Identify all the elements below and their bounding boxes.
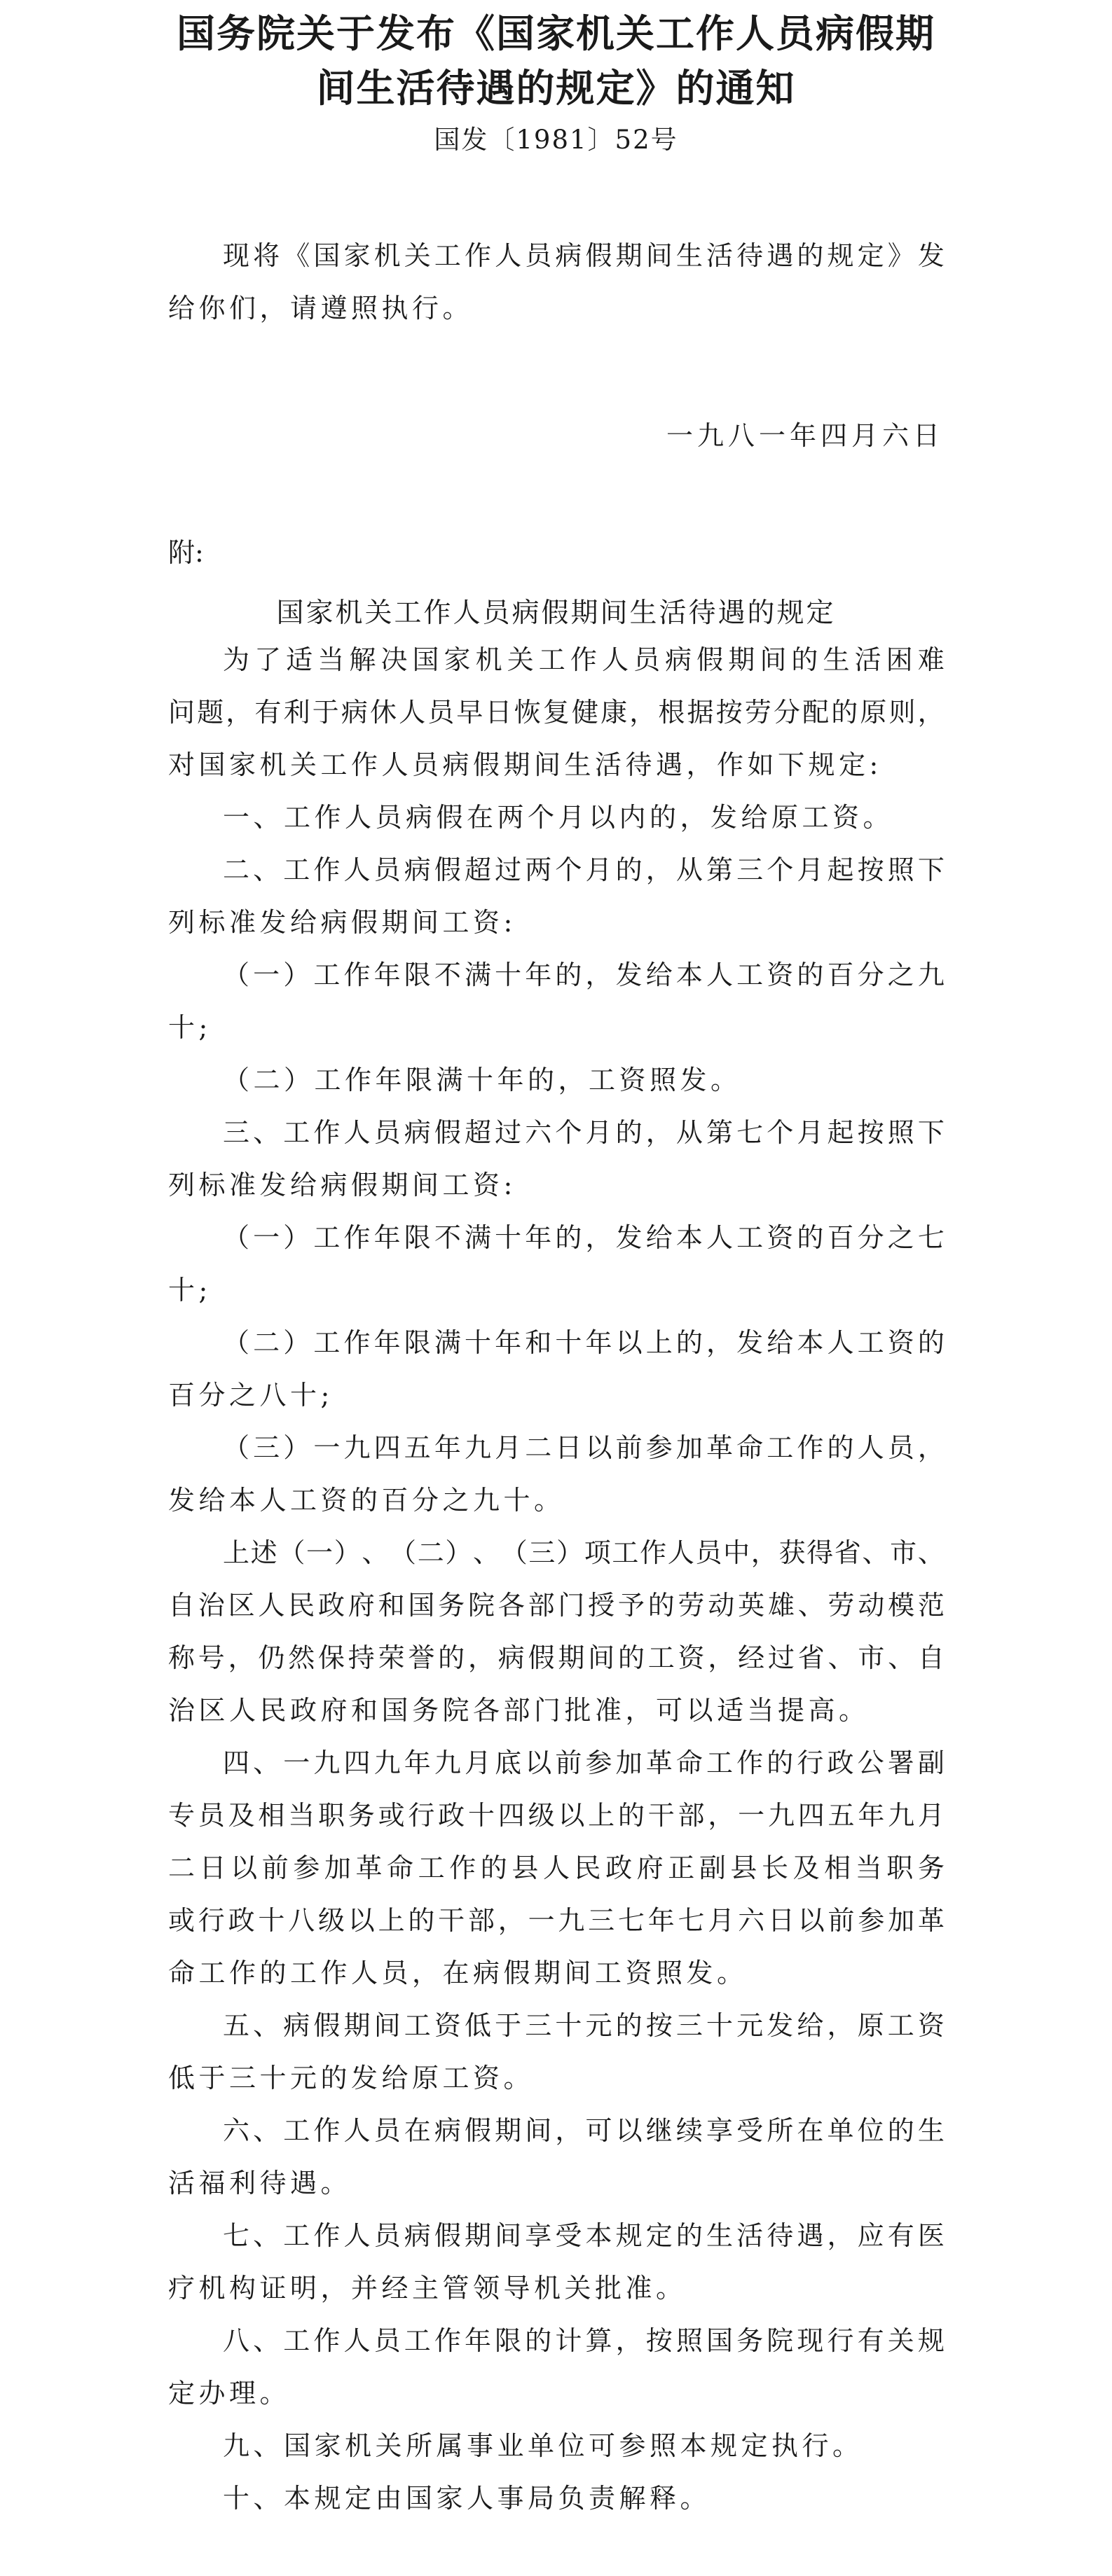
body-line: 治区人民政府和国务院各部门批准，可以适当提高。 <box>168 1695 870 1726</box>
document-number: 国发〔1981〕52号 <box>434 125 678 155</box>
body-line: 或 行 政 十 八 级 以 上 的 干 部 ， 一 九 三 七 年 七 月 六 日 以 前 参 加 革 <box>168 1905 945 1936</box>
body-line: （ 二 ） 工 作 年 限 满 十 年 和 十 年 以 上 的 ， 发 给 本 人 工 资 的 <box>223 1327 945 1358</box>
body-line: 一、工作人员病假在两个月以内的，发给原工资。 <box>223 802 894 833</box>
body-line: 六 、 工 作 人 员 在 病 假 期 间 ， 可 以 继 续 享 受 所 在 单 位 的 生 <box>223 2115 945 2146</box>
body-line: （ 一 ） 工 作 年 限 不 满 十 年 的 ， 发 给 本 人 工 资 的 百 分 之 九 <box>223 960 945 990</box>
body-line: （ 三 ） 一 九 四 五 年 九 月 二 日 以 前 参 加 革 命 工 作 的 人 员 ， <box>223 1432 945 1463</box>
attachment-title: 国家机关工作人员病假期间生活待遇的规定 <box>276 597 836 629</box>
body-line: 三 、 工 作 人 员 病 假 超 过 六 个 月 的 ， 从 第 七 个 月 起 按 照 下 <box>223 1117 945 1148</box>
body-line: 专 员 及 相 当 职 务 或 行 政 十 四 级 以 上 的 干 部 ， 一 九 四 五 年 九 月 <box>168 1800 945 1831</box>
body-line: 定办理。 <box>168 2378 291 2409</box>
body-line: 五 、 病 假 期 间 工 资 低 于 三 十 元 的 按 三 十 元 发 给 ， 原 工 资 <box>223 2010 945 2041</box>
body-line: 九、国家机关所属事业单位可参照本规定执行。 <box>223 2430 863 2461</box>
body-line: 称 号 ， 仍 然 保 持 荣 誉 的 ， 病 假 期 间 的 工 资 ， 经 过 省 、 市 、 自 <box>168 1642 945 1673</box>
body-line: 八 、 工 作 人 员 工 作 年 限 的 计 算 ， 按 照 国 务 院 现 行 有 关 规 <box>223 2325 945 2356</box>
attachment-label: 附: <box>168 537 204 568</box>
body-line: 十; <box>168 1012 212 1043</box>
body-line: 发给本人工资的百分之九十。 <box>168 1485 565 1516</box>
body-line: 为 了 适 当 解 决 国 家 机 关 工 作 人 员 病 假 期 间 的 生 活 困 难 <box>223 644 945 675</box>
body-line: （二）工作年限满十年的，工资照发。 <box>223 1065 741 1095</box>
body-line: 上 述 （ 一 ） 、 （ 二 ） 、 （ 三 ） 项 工 作 人 员 中 ， 获 得 省 、 市 、 <box>223 1537 945 1568</box>
notice-line: 给你们，请遵照执行。 <box>168 293 474 324</box>
body-line: 四 、 一 九 四 九 年 九 月 底 以 前 参 加 革 命 工 作 的 行 政 公 署 副 <box>223 1747 945 1778</box>
body-line: 列标准发给病假期间工资: <box>168 1170 516 1200</box>
document-title-line-2: 间生活待遇的规定》的通知 <box>316 65 796 111</box>
body-line: 问 题 ， 有 利 于 病 休 人 员 早 日 恢 复 健 康 ， 根 据 按 劳 分 配 的 原 则 ， <box>168 697 945 728</box>
body-line: 低于三十元的发给原工资。 <box>168 2063 535 2093</box>
body-line: 自 治 区 人 民 政 府 和 国 务 院 各 部 门 授 予 的 劳 动 英 雄 、 劳 动 模 范 <box>168 1590 945 1621</box>
body-line: （ 一 ） 工 作 年 限 不 满 十 年 的 ， 发 给 本 人 工 资 的 百 分 之 七 <box>223 1222 945 1253</box>
body-line: 疗机构证明，并经主管领导机关批准。 <box>168 2273 687 2304</box>
notice-line: 现 将 《 国 家 机 关 工 作 人 员 病 假 期 间 生 活 待 遇 的 规 定 》 发 <box>223 240 945 271</box>
notice-date: 一九八一年四月六日 <box>666 420 944 451</box>
body-line: 十; <box>168 1275 212 1306</box>
body-line: 二 、 工 作 人 员 病 假 超 过 两 个 月 的 ， 从 第 三 个 月 起 按 照 下 <box>223 854 945 885</box>
body-line: 二 日 以 前 参 加 革 命 工 作 的 县 人 民 政 府 正 副 县 长 及 相 当 职 务 <box>168 1853 945 1883</box>
body-line: 命工作的工作人员，在病假期间工资照发。 <box>168 1958 748 1988</box>
document-title-line-1: 国务院关于发布《国家机关工作人员病假期 <box>176 11 935 56</box>
body-line: 列标准发给病假期间工资: <box>168 907 516 938</box>
body-line: 对国家机关工作人员病假期间生活待遇，作如下规定: <box>168 749 882 780</box>
body-line: 十、本规定由国家人事局负责解释。 <box>223 2483 711 2514</box>
body-line: 活福利待遇。 <box>168 2168 352 2198</box>
body-line: 百分之八十; <box>168 1380 334 1411</box>
body-line: 七 、 工 作 人 员 病 假 期 间 享 受 本 规 定 的 生 活 待 遇 ， 应 有 医 <box>223 2220 945 2251</box>
